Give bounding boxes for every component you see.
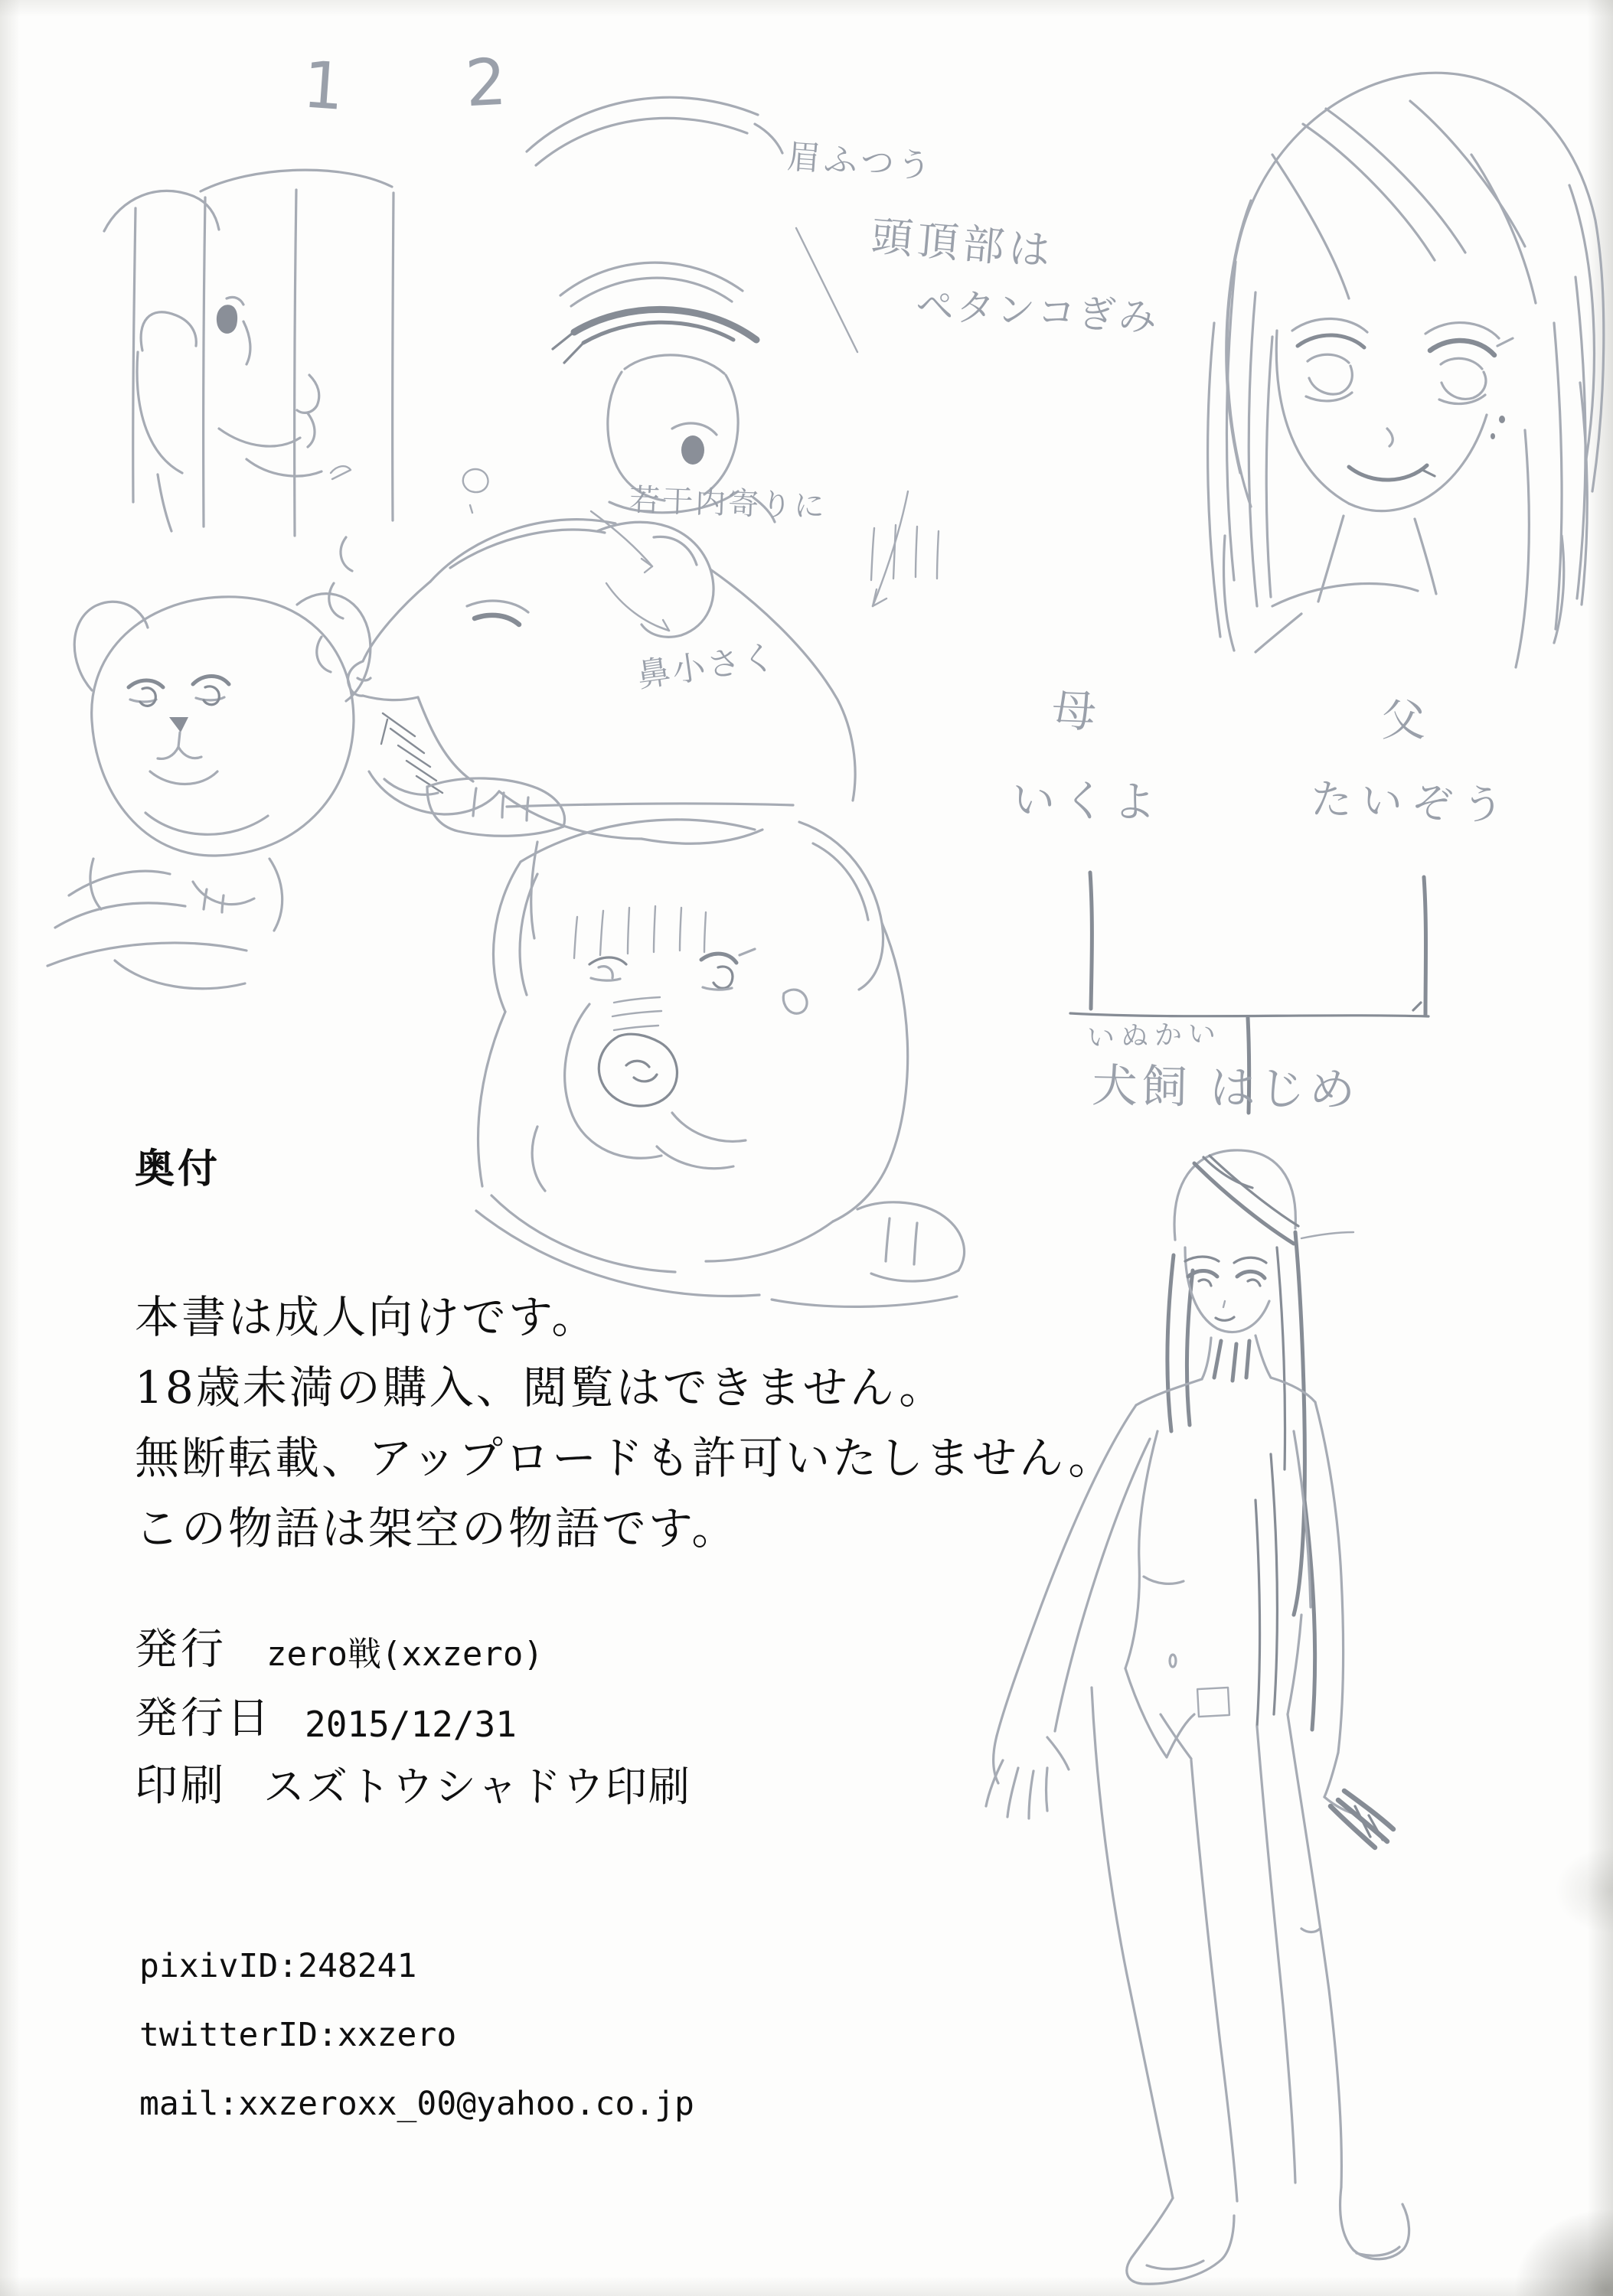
family-tree-father-label: 父 — [1381, 694, 1426, 746]
sketch-girl-portrait — [1208, 73, 1604, 667]
sketch-big-dog-face — [476, 820, 965, 1306]
panel-number-2: 2 — [463, 44, 508, 122]
sketch-puppy-in-hands — [47, 594, 371, 989]
note-eyebrow: 眉ふつう — [785, 137, 935, 187]
publisher-label: 発行 — [135, 1625, 227, 1675]
printer-label: 印刷 — [135, 1761, 227, 1811]
notice-line-fiction: この物語は架空の物語です。 — [135, 1502, 739, 1554]
family-tree-child-name: 犬飼 はじめ — [1091, 1058, 1360, 1118]
panel-number-1: 1 — [300, 47, 347, 125]
publisher-value: zero戦(xxzero) — [266, 1635, 544, 1674]
family-tree-mother-label: 母 — [1050, 684, 1098, 738]
note-nose-small: 鼻小さく — [635, 638, 780, 696]
publish-date-value: 2015/12/31 — [305, 1704, 517, 1745]
notice-line-reupload: 無断転載、アップロードも許可いたしません。 — [135, 1432, 1115, 1484]
note-eye-inward: 若干内寄りに — [629, 482, 828, 525]
notice-line-under18: 18歳未満の購入、閲覧はできません。 — [135, 1362, 946, 1414]
family-tree-mother-name: いくよ — [1011, 775, 1164, 828]
sketch-dog-in-cage — [104, 170, 393, 536]
note-head-top-line1: 頭頂部は — [869, 211, 1057, 276]
contact-twitter: twitterID:xxzero — [139, 2016, 457, 2054]
publish-date-label: 発行日 — [135, 1694, 273, 1743]
section-title: 奥付 — [135, 1146, 221, 1192]
sketch-standing-figure — [986, 1150, 1409, 2284]
notice-line-adult: 本書は成人向けです。 — [135, 1291, 599, 1343]
contact-mail: mail:xxzeroxx_00@yahoo.co.jp — [139, 2085, 694, 2123]
family-tree-child-furigana: いぬかい — [1086, 1017, 1223, 1055]
family-tree-father-name: たいぞう — [1309, 775, 1514, 830]
note-head-top-line2: ペタンコぎみ — [914, 282, 1161, 341]
contact-pixiv: pixivID:248241 — [139, 1947, 417, 1985]
printer-value: スズトウシャドウ印刷 — [263, 1763, 691, 1811]
